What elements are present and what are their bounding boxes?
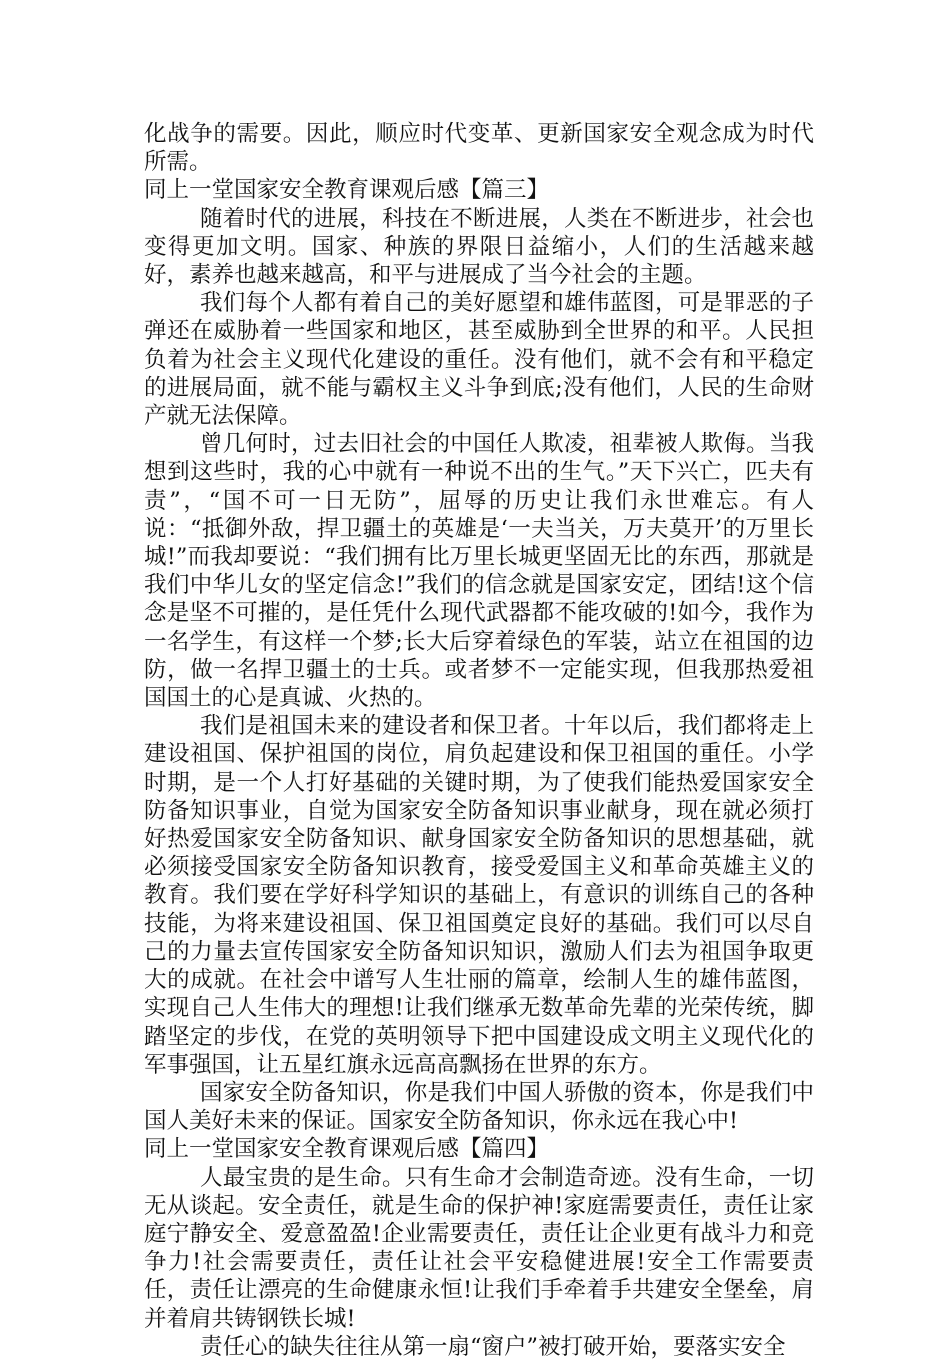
section-heading-part-4: 同上一堂国家安全教育课观后感【篇四】 [144,1136,550,1163]
body-paragraph: 我们每个人都有着自己的美好愿望和雄伟蓝图，可是罪恶的子弹还在威胁着一些国家和地区，甚至威胁到全世界的和平。人民担负着为社会主义现代化建设的重任。没有他们，就不会有和平稳定的进展局面，就不能与霸权主义斗争到底;没有他们，人民的生命财产就无法保障。 [144,290,814,430]
body-paragraph: 曾几何时，过去旧社会的中国任人欺凌，祖辈被人欺侮。当我想到这些时，我的心中就有一种说不出的生气。”天下兴亡，匹夫有责”，“国不可一日无防”，屈辱的历史让我们永世难忘。有人说：“抵御外敌，捍卫疆土的英雄是‘一夫当关，万夫莫开’的万里长城!”而我却要说：“我们拥有比万里长城更坚固无比的东西，那就是我们中华儿女的坚定信念!”我们的信念就是国家安定，团结!这个信念是坚不可摧的，是任凭什么现代武器都不能攻破的!如今，我作为一名学生，有这样一个梦;长大后穿着绿色的军装，站立在祖国的边防，做一名捍卫疆土的士兵。或者梦不一定能实现，但我那热爱祖国国土的心是真诚、火热的。 [144,431,814,712]
body-paragraph: 国家安全防备知识，你是我们中国人骄傲的资本，你是我们中国人美好未来的保证。国家安全防备知识，你永远在我心中! [144,1079,814,1135]
body-paragraph: 人最宝贵的是生命。只有生命才会制造奇迹。没有生命，一切无从谈起。安全责任，就是生命的保护神!家庭需要责任，责任让家庭宁静安全、爱意盈盈!企业需要责任，责任让企业更有战斗力和竞争力!社会需要责任，责任让社会平安稳健进展!安全工作需要责任，责任让漂亮的生命健康永恒!让我们手牵着手共建安全堡垒，肩并着肩共铸钢铁长城! [144,1164,814,1332]
paragraph-continuation: 化战争的需要。因此，顺应时代变革、更新国家安全观念成为时代所需。 [144,121,814,176]
body-paragraph: 随着时代的进展，科技在不断进展，人类在不断进步，社会也变得更加文明。国家、种族的界限日益缩小，人们的生活越来越好，素养也越来越高，和平与进展成了当今社会的主题。 [144,205,814,289]
section-heading-part-3: 同上一堂国家安全教育课观后感【篇三】 [144,177,550,204]
body-paragraph: 责任心的缺失往往从第一扇“窗户”被打破开始，要落实安全 [200,1333,786,1360]
document-page [144,120,814,1361]
body-paragraph: 我们是祖国未来的建设者和保卫者。十年以后，我们都将走上建设祖国、保护祖国的岗位，肩负起建设和保卫祖国的重任。小学时期，是一个人打好基础的关键时期，为了使我们能热爱国家安全防备知识事业，自觉为国家安全防备知识事业献身，现在就必须打好热爱国家安全防备知识、献身国家安全防备知识的思想基础，就必须接受国家安全防备知识教育，接受爱国主义和革命英雄主义的教育。我们要在学好科学知识的基础上，有意识的训练自己的各种技能，为将来建设祖国、保卫祖国奠定良好的基础。我们可以尽自己的力量去宣传国家安全防备知识知识，激励人们去为祖国争取更大的成就。在社会中谱写人生壮丽的篇章，绘制人生的雄伟蓝图，实现自己人生伟大的理想!让我们继承无数革命先辈的光荣传统，脚踏坚定的步伐，在党的英明领导下把中国建设成文明主义现代化的军事强国，让五星红旗永远高高飘扬在世界的东方。 [144,713,814,1078]
